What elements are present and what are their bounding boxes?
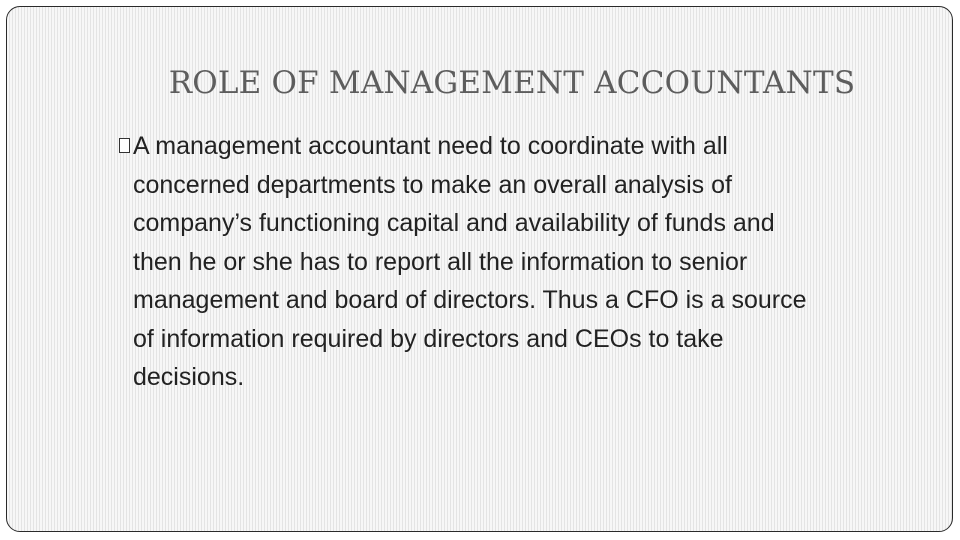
body-line-1: A management accountant need to coordinate with all (133, 132, 728, 160)
body-line-5: management and board of directors. Thus a CFO is a source (133, 286, 807, 314)
slide-frame (6, 6, 953, 532)
slide-title: ROLE OF MANAGEMENT ACCOUNTANTS (168, 65, 856, 101)
body-line-2: concerned departments to make an overall analysis of (133, 170, 732, 199)
body-line-7: decisions. (133, 363, 245, 391)
bullet-paragraph (119, 127, 919, 397)
body-line-6: of information required by directors and CEOs to take (133, 324, 724, 353)
missing-glyph-icon (119, 138, 130, 153)
body-line-3: company’s functioning capital and availability of funds and (133, 209, 775, 237)
slide-body (119, 127, 919, 397)
body-line-4: then he or she has to report all the information to senior (133, 247, 748, 276)
